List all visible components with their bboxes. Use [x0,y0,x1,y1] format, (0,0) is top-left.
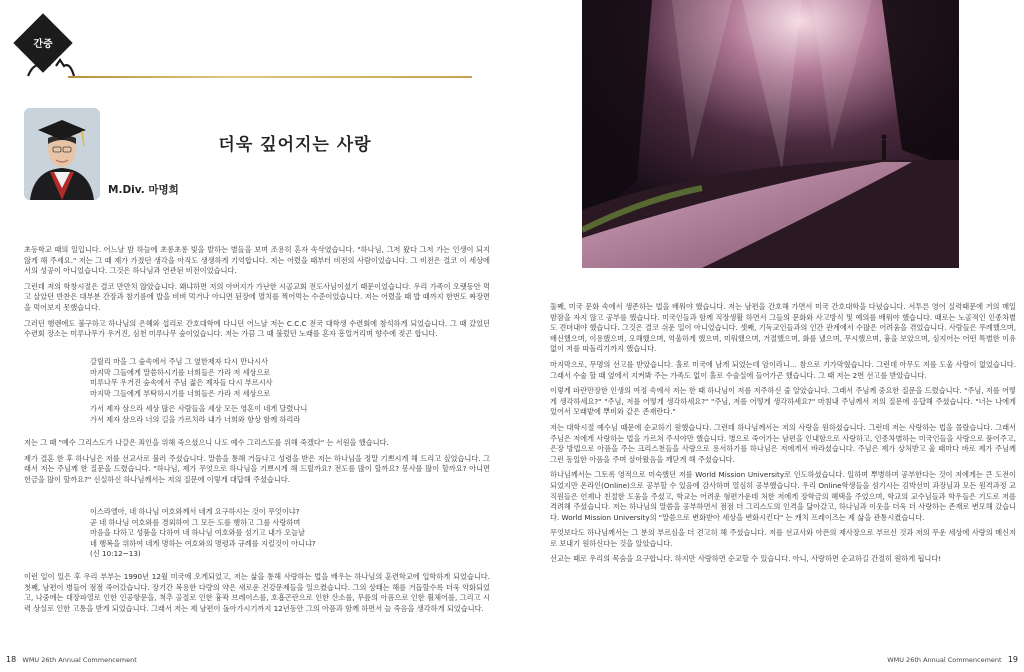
road-forest-photo [582,0,959,268]
right-page [512,0,1024,672]
paragraph: 선교는 때로 우리의 목숨을 요구합니다. 하지만 사랑하면 순교할 수 있습니다. 아니, 사랑하면 순교하길 간절히 원하게 됩니다! [550,554,942,564]
folio-caption: WMU 26th Annual Commencement [887,656,1002,664]
paragraph: 무엇보다도 하나님께서는 그 분의 부르심을 더 견고히 해 주셨습니다. 저를 선교사와 아픈의 제사장으로 부르신 것과 저의 무운 세상에 사랑의 메신저로 보내기 원하신다는 것을 알았습니다. [550,528,1016,548]
quote-line: 갈릴리 마을 그 숲속에서 주님 그 옆한제자 다시 만나시사 [90,357,268,366]
gold-divider [68,76,472,78]
left-body-top [24,245,490,345]
quote-citation: (신 10:12~13) [90,549,141,559]
left-body-bottom [24,572,490,619]
scripture-quote [90,507,470,560]
page-number: 19 [1007,655,1018,664]
quote-line: 가서 제자 삼으라 너의 길을 가르치라 내가 너희와 항상 함께 하리라 [90,414,301,424]
quote-line: 마지막 그들에게 부탁하시기를 너희들은 가라 저 세상으로 [90,388,271,398]
paragraph: 초등학교 때의 일입니다. 어느날 밤 하늘에 초롱초롱 빛을 발하는 별들을 보며 조용히 혼자 속삭였습니다. "하나님, 그저 왔다 그저 가는 인생이 되지 않게 해 주세요." 저는 그 때 제가 가졌던 생각을 아직도 생생하게 기억합니다. 저는 어렸을 때부터 비전의 사람이었습니다. 그 비전은 결코 이 세상에서의 성공이 아니었습니다. 그것은 하나님과 연관된 비전이었습니다. [24,245,490,276]
quote-line: 미루나무 우거진 숲속에서 주님 젊은 제자들 다시 부르시사 [90,378,273,388]
quote-line: 네 행복을 위하여 네게 명하는 여호와의 명령과 규례를 지킬것이 아니냐? [90,538,316,548]
paragraph: 저는 대학시절 예수님 때문에 순교하기 원했습니다. 그런데 하나님께서는 저의 사랑을 원하셨습니다. 그런데 저는 사랑하는 법을 몰랐습니다. 그래서 주님은 저에게 사랑하는 법을 가르쳐 주셔야만 했습니다. 병으로 죽어가는 남편을 인내함으로 사랑하고, 인종차별하는 미국인들을 사랑으로 품어주고, 은장 방법으로 아픔을 주는 크리스천들을 사랑으로 용서하기를 하나님은 저에게서 바라셨습니다. 주님은 제가 상처받고 울 때마다 바로 제가 주님께 그런 동일한 아픔을 주며 살아왔음을 깨닫게 해 주셨습니다. [550,422,1016,464]
page-number: 18 [6,655,17,664]
paragraph: 저는 그 때 "예수 그리스도가 나갈은 죄인을 위해 죽으셨으니 나도 예수 그리스도를 위해 죽겠다" 는 서원을 했습니다. [24,438,389,447]
paragraph: 이런 일이 있은 후 우리 부부는 1990년 12월 미국에 오게되었고, 저는 삶을 통해 사랑하는 법을 배우는 하나님의 훈련학교에 입학하게 되었습니다. 첫째, 남편이 병들어 점점 죽어갔습니다. 장기간 복용한 다량의 약은 새로운 건강문제들을 일으켰습니다. 그의 상태는 해를 거듭할수록 더욱 악화되었고, 나중에는 대장파열로 인한 인공항문을, 척추 골절로 인한 흉곽 브레이스를, 호흡곤란으로 인한 산소를, 무릎의 아픔으로 인한 휠체어를, 그리고 시력 상실로 인한 고통을 받게 되었습니다. 그래서 저는 제 남편이 돌아가시기까지 12년동안 그의 아픔과 함께 하면서 늘 죽음을 생각하게 되었습니다. [24,572,490,613]
hymn-quote [90,357,470,426]
paragraph: 그런데 저의 학창시절은 결코 만만치 않았습니다. 왜냐하면 저의 아버지가 가난한 시골교회 전도사님이셨기 때문이었습니다. 우리 가족이 오랫동안 먹고 살았던 반찬은 대부분 간장과 참기름에 밥을 비벼 먹거나 아니면 된장에 멸치를 찍어먹는 수준이었습니다. 저는 어렸을 때 밥 때까지 한번도 짜장면을 먹어보지 못했습니다. [24,281,490,312]
left-folio [6,655,137,664]
quote-line: 곧 네 하나님 여호와를 경외하여 그 모든 도를 행하고 그를 사랑하며 [90,517,301,527]
author-photo [24,108,100,200]
paragraph: 둘째, 미국 문화 속에서 생존하는 법을 배워야 했습니다. 저는 남편을 간호해 가면서 미국 간호대학을 다녔습니다. 서투른 영어 실력때문에 거의 매일 밤잠을 자지 않고 공부를 했습니다. 미국인들과 함께 직장생활 하면서 그들의 문화와 사고방식 및 예의를 배워야 했습니다. 때로는 노골적인 인종차별도 견뎌내야 했습니다. 그것은 결코 쉬운 일이 아니었습니다. 셋째, 기독교인들과의 인간 관계에서 수많은 어려움을 겪었습니다. 사람들은 무례했으며, 배신했으며, 이용했으며, 오해했으며, 억울하게 했으며, 미워했으며, 거절했으며, 화를 냈으며, 무시했으며, 흉을 보았으며, 심지어는 어떤 특별한 이유없이 저를 따돌리기까지 했습니다. [550,302,1016,354]
hands-icon [26,56,76,78]
quote-line: 이스라엘아, 네 하나님 여호와께서 네게 요구하시는 것이 무엇이냐? [90,507,300,516]
right-folio [887,655,1018,664]
folio-caption: WMU 26th Annual Commencement [22,656,137,664]
author-name: M.Div. 마명희 [108,184,179,196]
right-body [550,302,1016,570]
section-badge-label: 간증 [33,39,53,50]
paragraph: 그러던 행렌에도 불구하고 하나님의 은혜와 섭리로 간호대학에 다니던 어느날 저는 C.C.C 전국 대학생 수련회에 참석하게 되었습니다. 그 때 갔었던 수련회 장소는 미루나무가 우거진, 심천 미루나무 숲이었습니다. 저는 가끔 그 때 불렀던 노래를 혼자 흥얼거리며 향수에 젖곤 합니다. [24,318,490,339]
quote-line: 가서 제자 삼으라 세상 많은 사람들을 세상 모든 영혼이 네게 달렸나니 [90,404,308,414]
paragraph: 이렇게 파란만장한 인생의 여정 속에서 저는 한 때 하나님이 저를 저주하신 줄 알았습니다. 그래서 주님께 중요한 질문을 드렸습니다. "주님, 저를 어떻게 생각하세요?" "주님, 저를 어떻게 생각하세요?" "주님, 저를 어떻게 생각하세요?" 마침내 주님께서 저의 질문에 응답해 주셨습니다. "너는 나에게 있어서 모래밭에 뿌비와 같은 존재란다." [550,386,1016,417]
paragraph: 제가 결혼 한 후 하나님은 저를 선교사로 불러 주셨습니다. 말씀을 통해 거듭나고 성령을 받은 저는 하나님을 정말 기쁘시게 해 드리고 싶었습니다. 그래서 저는 주님께 한 질문을 드렸습니다. "하나님, 제가 무엇으로 하나님을 기쁘시게 해 드릴까요? 전도를 많이 할까요? 봉사를 많이 할까요? 아니면 헌금을 많이 할까요?" 신실하신 하나님께서는 저의 질문에 이렇게 대답해 주셨습니다. [24,453,490,484]
quote-line: 마지막 그들에게 말씀하시기를 너희들은 가라 저 세상으로 [90,367,271,377]
quote-line: 마음을 다하고 성품을 다하여 네 하나님 여호와를 섬기고 내가 오늘날 [90,528,305,538]
paragraph: 마지막으로, 무명의 선고를 받았습니다. 홀로 미국에 남게 되었는데 암이라니… 참으로 기가막혔습니다. 그런데 아무도 저를 도울 사람이 없었습니다. 그래서 수술 할 때 옆에서 지켜봐 주는 가족도 없이 홀로 수술실에 들어가곤 했습니다. 그 때 저는 2번 선고를 받았습니다. [550,359,1016,380]
article-title: 더욱 깊어지는 사랑 [218,135,372,155]
paragraph: 하나님께서는 그토록 영적으로 미숙했던 저를 World Mission University로 인도하셨습니다. 일하며 뿌병하며 공부한다는 것이 저에게는 큰 도전이 되었지만 온라인(Online)으로 공부할 수 있음에 감사하며 열심히 공부했습니다. 우리 Online학생들을 섬기시는 김박선미 과장님과 모든 원격과정 교직원들은 언제나 친절한 도움을 주셨고, 학교는 어려운 형편가운데 처한 저에게 장학금의 혜택을 주었으며, 학교의 교수님들과 학우들은 기도로 저를 격려해 주셨습니다. 저는 하나님의 말씀을 공부하면서 점점 더 그리스도의 인격을 닮아갔고, 하나님과 이웃을 더욱 더 사랑하는 존재로 변모해 갔습니다. World Mission University의 "말씀으로 변화받아 세상을 변화시킨다" 는 캐치 프레이즈는 제 삶을 관통시켰습니다. [550,470,1016,522]
left-body-middle [24,438,490,490]
